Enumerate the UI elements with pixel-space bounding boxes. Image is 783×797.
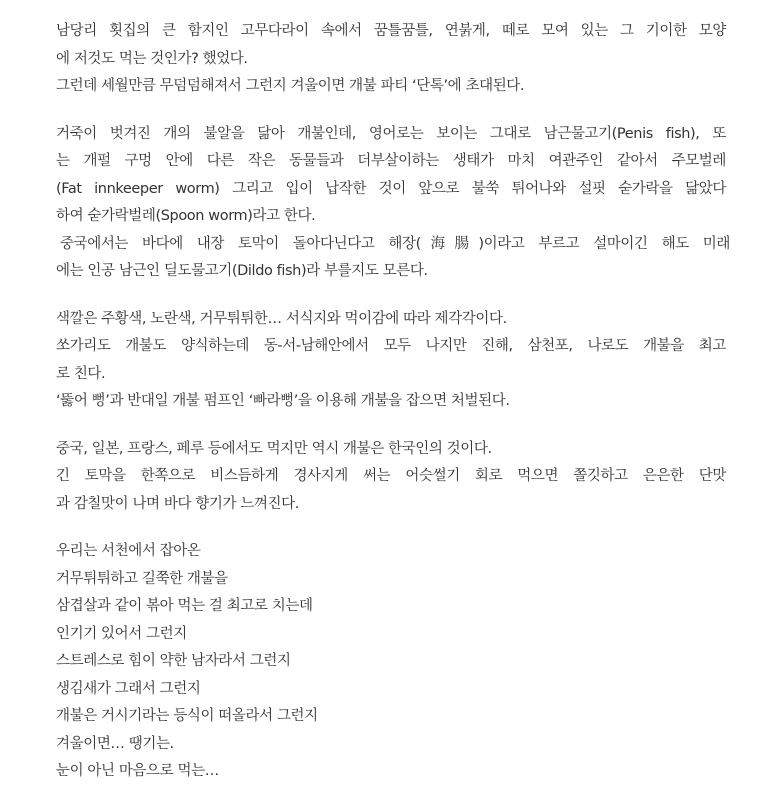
poem-line: 눈이 아닌 마음으로 먹는…	[56, 763, 219, 779]
poem-line: 거무튀튀하고 길쭉한 개불을	[56, 570, 228, 587]
poem-line: 생김새가 그래서 그런지	[56, 680, 201, 697]
text-line: 긴 토막을 한쪽으로 비스듬하게 경사지게 써는 어슷썰기 회로 먹으면 쫄깃하고 은은한 단맛	[56, 468, 726, 484]
paragraph-3	[56, 306, 759, 416]
text-line: (Fat innkeeper worm) 그리고 입이 납작한 것이 앞으로 불쑥 튀어나와 설핏 숟가락을 닮았다	[56, 180, 726, 197]
text-line: 쏘가리도 개불도 양식하는데 동-서-남해안에서 모두 나지만 진해, 삼천포, 나로도 개불을 최고	[56, 338, 726, 354]
poem-line: 우리는 서천에서 잡아온	[56, 543, 201, 559]
poem-block	[56, 538, 759, 786]
poem-line: 겨울이면… 땡기는.	[56, 735, 174, 752]
text-line: 에 저것도 먹는 것인가? 했었다.	[56, 50, 248, 67]
poem-line: 개불은 거시기라는 등식이 떠올라서 그런지	[56, 708, 318, 724]
text-line: 하여 숟가락벌레(Spoon worm)라고 한다.	[56, 208, 316, 224]
text-line: 색깔은 주황색, 노란색, 거무튀튀한… 서식지와 먹이감에 따라 제각각이다.	[56, 310, 507, 327]
paragraph-2	[56, 121, 759, 286]
text-line: 에는 인공 남근인 딜도물고기(Dildo fish)라 부를지도 모른다.	[56, 263, 428, 279]
text-line: 로 친다.	[56, 365, 106, 382]
text-line: 그런데 세월만큼 무덤덤해져서 그런지 겨울이면 개불 파티 ‘단톡’에 초대된다.	[56, 78, 525, 94]
poem-line: 스트레스로 힘이 약한 남자라서 그런지	[56, 653, 291, 669]
text-line: 남당리 횟집의 큰 함지인 고무다라이 속에서 꿈틀꿈틀, 연붉게, 떼로 모여 있는 그 기이한 모양	[56, 23, 726, 39]
text-line: 과 감칠맛이 나며 바다 향기가 느껴진다.	[56, 495, 299, 512]
text-line: 중국에서는 바다에 내장 토막이 돌아다닌다고 해장(海腸)이라고 부르고 설마이긴 해도 미래	[60, 235, 730, 252]
text-line: 는 개펄 구멍 안에 다른 작은 동물들과 더부살이하는 생태가 마치 여관주인 같아서 주모벌레	[56, 153, 726, 169]
text-line: 중국, 일본, 프랑스, 페루 등에서도 먹지만 역시 개불은 한국인의 것이다.	[56, 440, 492, 457]
text-line: ‘뚫어 뻥’과 반대일 개불 펌프인 ‘빠라뻥’을 이용해 개불을 잡으면 처벌된다.	[56, 393, 510, 409]
poem-line: 인기기 있어서 그런지	[56, 625, 187, 642]
text-line: 거죽이 벗겨진 개의 불알을 닮아 개불인데, 영어로는 보이는 그대로 남근물고기(Penis fish), 또	[56, 125, 726, 142]
poem-line: 삼겹살과 같이 볶아 먹는 걸 최고로 치는데	[56, 598, 313, 614]
paragraph-4	[56, 436, 759, 519]
paragraph-1	[56, 18, 759, 101]
